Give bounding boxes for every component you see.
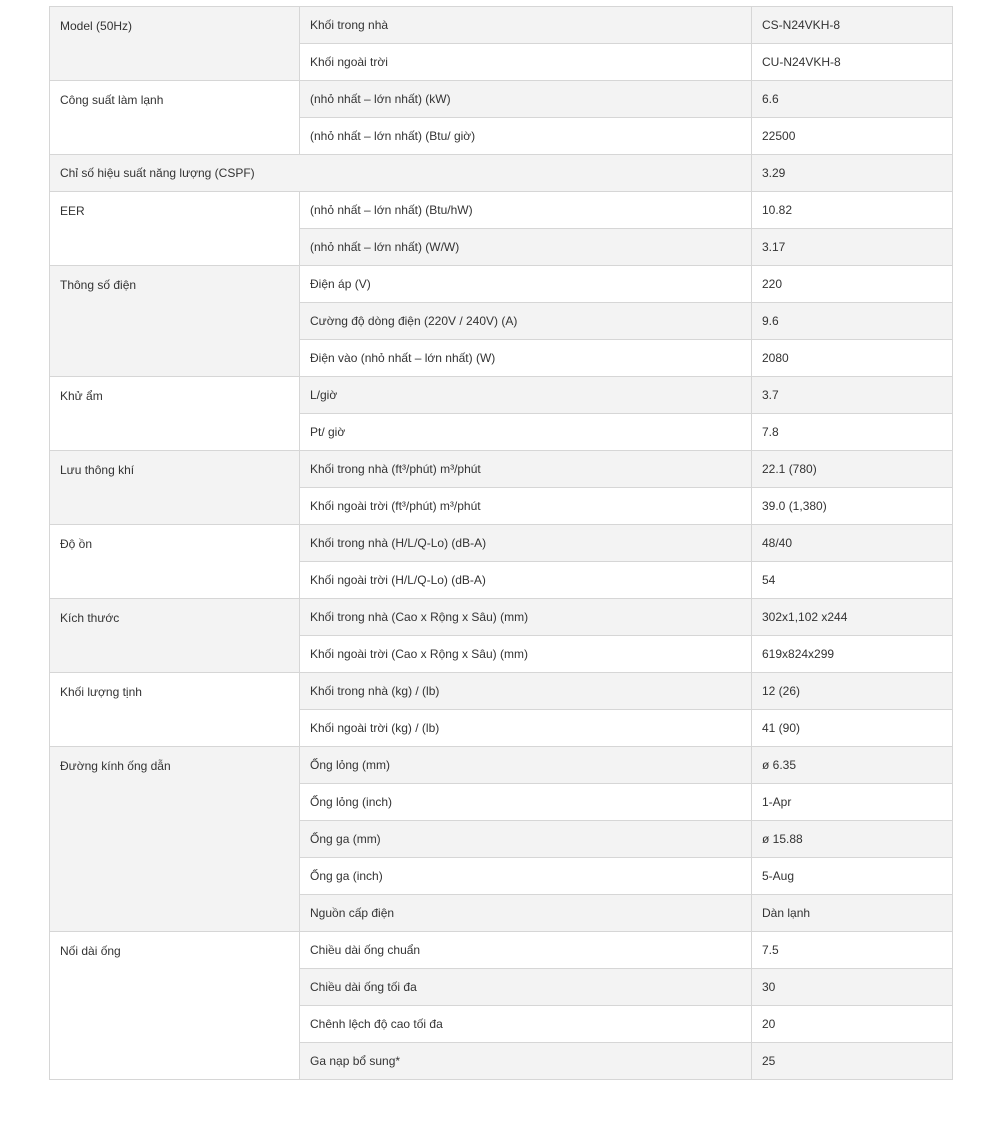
param-label: (nhỏ nhất – lớn nhất) (Btu/hW): [300, 192, 752, 229]
param-value: 10.82: [752, 192, 953, 229]
param-label: Khối trong nhà: [300, 7, 752, 44]
param-label: Khối ngoài trời (kg) / (lb): [300, 710, 752, 747]
param-label: Chiều dài ống tối đa: [300, 969, 752, 1006]
param-label: Khối ngoài trời (H/L/Q-Lo) (dB-A): [300, 562, 752, 599]
param-label: Khối ngoài trời (Cao x Rộng x Sâu) (mm): [300, 636, 752, 673]
param-label: Khối ngoài trời (ft³/phút) m³/phút: [300, 488, 752, 525]
param-label: Khối ngoài trời: [300, 44, 752, 81]
group-label: Thông số điện: [50, 266, 300, 377]
param-value: 20: [752, 1006, 953, 1043]
param-label: Ống ga (mm): [300, 821, 752, 858]
group-label: Model (50Hz): [50, 7, 300, 81]
param-value: 619x824x299: [752, 636, 953, 673]
param-value: 7.8: [752, 414, 953, 451]
param-label: Chiều dài ống chuẩn: [300, 932, 752, 969]
param-value: 22500: [752, 118, 953, 155]
param-value: 41 (90): [752, 710, 953, 747]
param-value: 25: [752, 1043, 953, 1080]
param-value: 6.6: [752, 81, 953, 118]
param-label: Nguồn cấp điện: [300, 895, 752, 932]
param-label: Ống lỏng (inch): [300, 784, 752, 821]
spec-table-body: [50, 7, 953, 1080]
param-value: ø 6.35: [752, 747, 953, 784]
group-label: Chỉ số hiệu suất năng lượng (CSPF): [50, 155, 752, 192]
param-label: (nhỏ nhất – lớn nhất) (kW): [300, 81, 752, 118]
param-value: Dàn lạnh: [752, 895, 953, 932]
param-value: CS-N24VKH-8: [752, 7, 953, 44]
param-value: 220: [752, 266, 953, 303]
param-label: Khối trong nhà (Cao x Rộng x Sâu) (mm): [300, 599, 752, 636]
param-value: 1-Apr: [752, 784, 953, 821]
table-row: [50, 377, 953, 414]
param-label: (nhỏ nhất – lớn nhất) (Btu/ giờ): [300, 118, 752, 155]
param-label: L/giờ: [300, 377, 752, 414]
param-label: (nhỏ nhất – lớn nhất) (W/W): [300, 229, 752, 266]
param-label: Khối trong nhà (ft³/phút) m³/phút: [300, 451, 752, 488]
table-row: [50, 599, 953, 636]
table-row: [50, 81, 953, 118]
param-value: 302x1,102 x244: [752, 599, 953, 636]
param-value: ø 15.88: [752, 821, 953, 858]
param-label: Chênh lệch độ cao tối đa: [300, 1006, 752, 1043]
param-value: 3.7: [752, 377, 953, 414]
table-row: [50, 451, 953, 488]
param-value: 12 (26): [752, 673, 953, 710]
group-label: Kích thước: [50, 599, 300, 673]
param-value: 22.1 (780): [752, 451, 953, 488]
param-value: 48/40: [752, 525, 953, 562]
table-row: [50, 155, 953, 192]
table-row: [50, 932, 953, 969]
group-label: Khử ẩm: [50, 377, 300, 451]
group-label: Đường kính ống dẫn: [50, 747, 300, 932]
param-value: 39.0 (1,380): [752, 488, 953, 525]
param-value: 30: [752, 969, 953, 1006]
group-label: Độ ồn: [50, 525, 300, 599]
param-label: Điện áp (V): [300, 266, 752, 303]
group-label: Khối lượng tịnh: [50, 673, 300, 747]
spec-table: [49, 6, 953, 1080]
param-label: Pt/ giờ: [300, 414, 752, 451]
param-label: Ga nạp bổ sung*: [300, 1043, 752, 1080]
param-label: Ống ga (inch): [300, 858, 752, 895]
table-row: [50, 192, 953, 229]
group-label: Công suất làm lạnh: [50, 81, 300, 155]
table-row: [50, 747, 953, 784]
table-row: [50, 673, 953, 710]
param-value: 3.29: [752, 155, 953, 192]
param-label: Cường độ dòng điện (220V / 240V) (A): [300, 303, 752, 340]
group-label: Lưu thông khí: [50, 451, 300, 525]
param-label: Điện vào (nhỏ nhất – lớn nhất) (W): [300, 340, 752, 377]
table-row: [50, 7, 953, 44]
table-row: [50, 266, 953, 303]
param-label: Khối trong nhà (kg) / (lb): [300, 673, 752, 710]
param-value: CU-N24VKH-8: [752, 44, 953, 81]
group-label: EER: [50, 192, 300, 266]
group-label: Nối dài ống: [50, 932, 300, 1080]
param-label: Ống lỏng (mm): [300, 747, 752, 784]
param-value: 3.17: [752, 229, 953, 266]
param-value: 7.5: [752, 932, 953, 969]
param-value: 5-Aug: [752, 858, 953, 895]
param-value: 2080: [752, 340, 953, 377]
param-value: 54: [752, 562, 953, 599]
param-value: 9.6: [752, 303, 953, 340]
param-label: Khối trong nhà (H/L/Q-Lo) (dB-A): [300, 525, 752, 562]
table-row: [50, 525, 953, 562]
